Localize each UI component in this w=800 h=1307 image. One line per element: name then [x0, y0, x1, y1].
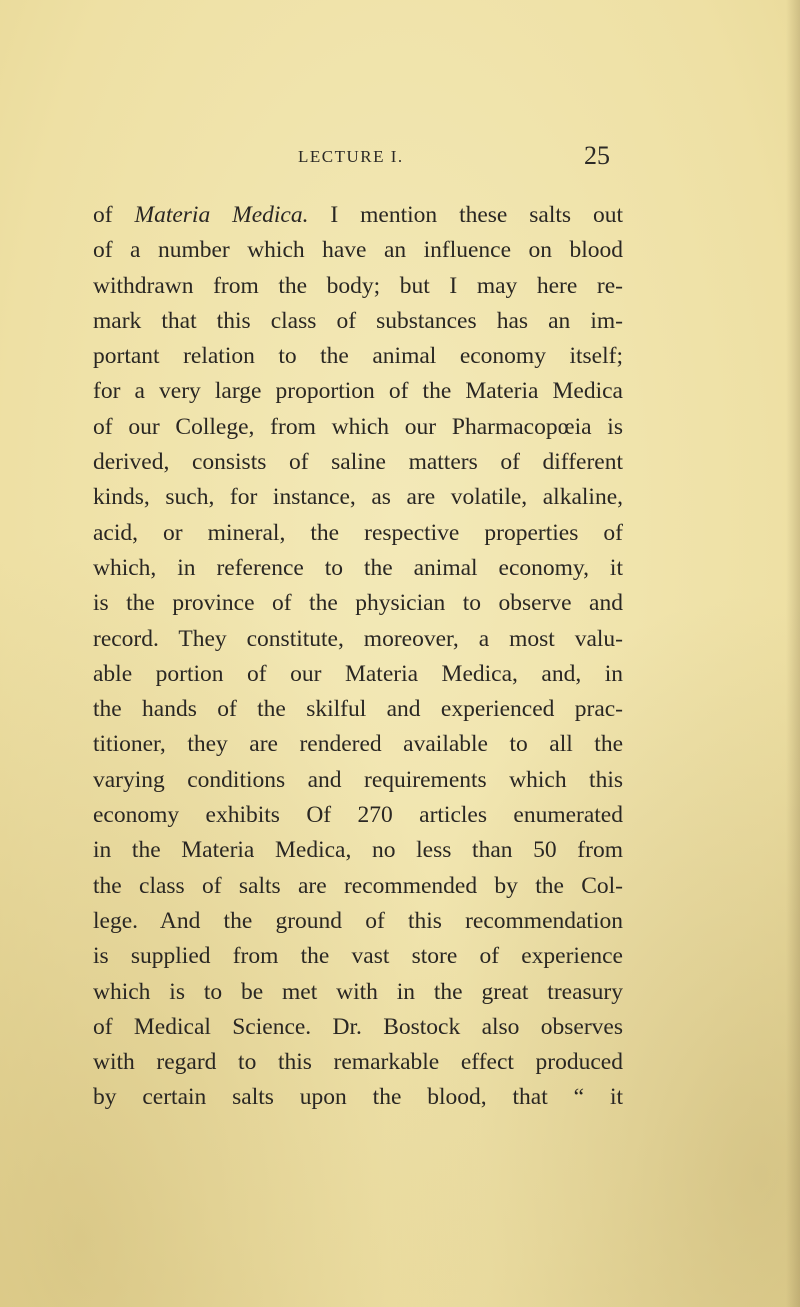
text-line: is supplied from the vast store of experience [93, 943, 623, 970]
text-line: of a number which have an influence on blood [93, 237, 623, 264]
text-line: in the Materia Medica, no less than 50 from [93, 837, 623, 864]
text-line: the class of salts are recommended by the Col- [93, 872, 623, 899]
text-line: withdrawn from the body; but I may here re- [93, 272, 623, 299]
text-line: of our College, from which our Pharmacopœia is [93, 413, 623, 440]
text-line [93, 198, 623, 233]
text-line: by certain salts upon the blood, that “ it [93, 1084, 623, 1111]
text-line: of Medical Science. Dr. Bostock also observes [93, 1013, 623, 1040]
page-number: 25 [584, 141, 610, 170]
text-line: titioner, they are rendered available to all the [93, 731, 623, 758]
text-line: which is to be met with in the great treasury [93, 978, 623, 1005]
text-line: record. They constitute, moreover, a most valu- [93, 625, 623, 652]
text-line: able portion of our Materia Medica, and, in [93, 660, 623, 687]
text-line: for a very large proportion of the Materia Medica [93, 378, 623, 405]
text-line: which, in reference to the animal economy, it [93, 554, 623, 581]
text-line: mark that this class of substances has an im- [93, 307, 623, 334]
text-line: the hands of the skilful and experienced prac- [93, 696, 623, 723]
text-line-suffix: I mention these salts out [308, 202, 623, 228]
italic-term: Materia Medica. [134, 202, 309, 228]
page-edge-shadow [786, 0, 800, 1307]
text-line: economy exhibits Of 270 articles enumerated [93, 802, 623, 829]
text-line: lege. And the ground of this recommendation [93, 907, 623, 934]
text-line: is the province of the physician to observe and [93, 590, 623, 617]
text-line: with regard to this remarkable effect produced [93, 1049, 623, 1076]
text-line: varying conditions and requirements which this [93, 766, 623, 793]
text-line: portant relation to the animal economy itself; [93, 343, 623, 370]
body-text [93, 198, 623, 1116]
text-line: derived, consists of saline matters of different [93, 449, 623, 476]
running-head-title: LECTURE I. [298, 147, 404, 166]
running-head [0, 143, 800, 177]
text-line-prefix: of [93, 202, 135, 228]
text-line: acid, or mineral, the respective properties of [93, 519, 623, 546]
text-line: kinds, such, for instance, as are volatile, alkaline, [93, 484, 623, 511]
